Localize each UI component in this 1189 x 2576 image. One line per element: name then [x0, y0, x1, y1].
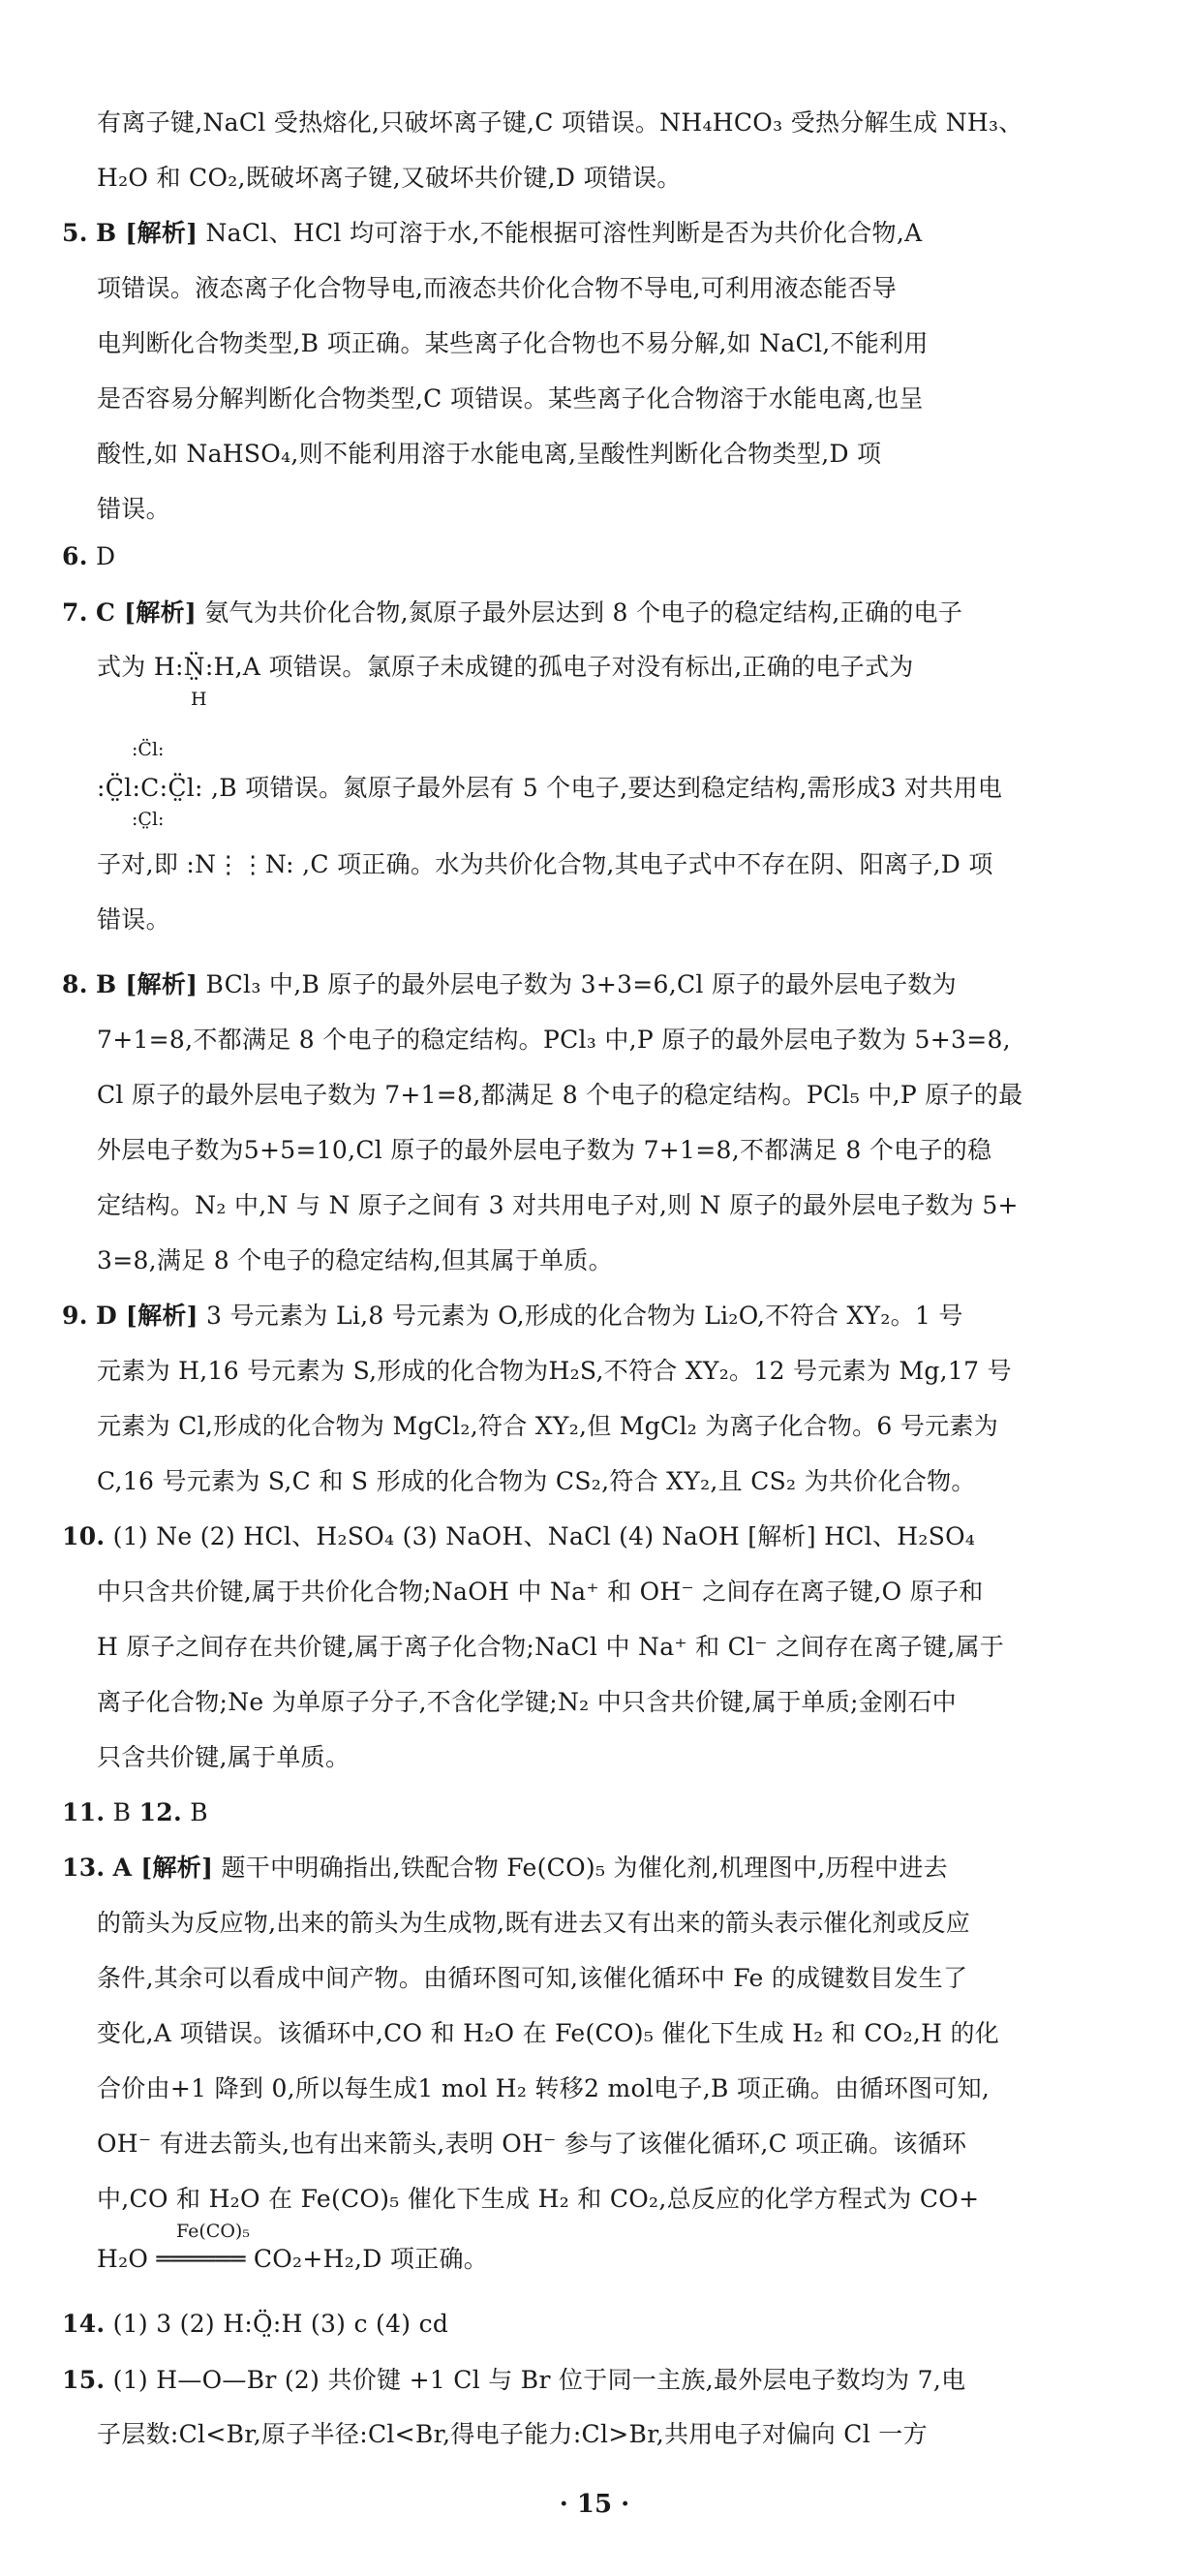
text-line: 错误。 — [97, 495, 170, 523]
text-line: 电判断化合物类型,B 项正确。某些离子化合物也不易分解,如 NaCl,不能利用 — [97, 329, 929, 357]
text-line: 式为 H:N̤̈:H,A 项错误。氯原子未成键的孤电子对没有标出,正确的电子式为 — [97, 653, 914, 681]
electron-formula-part: :C̈l: — [132, 739, 165, 760]
answer-6: 6. D — [62, 542, 116, 570]
text-line: 离子化合物;Ne 为单原子分子,不含化学键;N₂ 中只含共价键,属于单质;金刚石中 — [97, 1688, 957, 1716]
answer-10: 10. (1) Ne (2) HCl、H₂SO₄ (3) NaOH、NaCl (4) NaOH [解析] HCl、H₂SO₄ — [62, 1522, 976, 1550]
text-line: Cl 原子的最外层电子数为 7+1=8,都满足 8 个电子的稳定结构。PCl₅ 中,P 原子的最 — [97, 1081, 1023, 1109]
text-line: 项错误。液态离子化合物导电,而液态共价化合物不导电,可利用液态能否导 — [97, 274, 898, 302]
text-line: 子对,即 :N⋮⋮N: ,C 项正确。水为共价化合物,其电子式中不存在阴、阳离子,D 项 — [97, 850, 993, 878]
text-line: C,16 号元素为 S,C 和 S 形成的化合物为 CS₂,符合 XY₂,且 CS₂ 为共价化合物。 — [97, 1467, 976, 1495]
text-line: 条件,其余可以看成中间产物。由循环图可知,该催化循环中 Fe 的成键数目发生了 — [97, 1964, 968, 1992]
answer-5: 5. B [解析] NaCl、HCl 均可溶于水,不能根据可溶性判断是否为共价化合物,A — [62, 219, 923, 247]
electron-formula-part: :C̤l: — [132, 809, 165, 830]
text-line: H₂O 和 CO₂,既破坏离子键,又破坏共价键,D 项错误。 — [97, 164, 682, 192]
text-line: 7+1=8,不都满足 8 个电子的稳定结构。PCl₃ 中,P 原子的最外层电子数为 5+3=8, — [97, 1026, 1011, 1054]
text-line: 的箭头为反应物,出来的箭头为生成物,既有进去又有出来的箭头表示催化剂或反应 — [97, 1909, 970, 1937]
answer-11-12: 11. B 12. B — [62, 1798, 208, 1826]
answer-8: 8. B [解析] BCl₃ 中,B 原子的最外层电子数为 3+3=6,Cl 原子的最外层电子数为 — [62, 970, 957, 998]
answer-15: 15. (1) H—O—Br (2) 共价键 +1 Cl 与 Br 位于同一主族,最外层电子数均为 7,电 — [62, 2366, 966, 2394]
text-line: 定结构。N₂ 中,N 与 N 原子之间有 3 对共用电子对,则 N 原子的最外层电子数为 5+ — [97, 1191, 1019, 1219]
text-line: 外层电子数为5+5=10,Cl 原子的最外层电子数为 7+1=8,不都满足 8 个电子的稳 — [97, 1136, 992, 1164]
text-line: OH⁻ 有进去箭头,也有出来箭头,表明 OH⁻ 参与了该催化循环,C 项正确。该循环 — [97, 2130, 967, 2158]
text-line: 中,CO 和 H₂O 在 Fe(CO)₅ 催化下生成 H₂ 和 CO₂,总反应的化学方程式为 CO+ — [97, 2185, 980, 2213]
text-line: 酸性,如 NaHSO₄,则不能利用溶于水能电离,呈酸性判断化合物类型,D 项 — [97, 440, 882, 468]
text-line: 中只含共价键,属于共价化合物;NaOH 中 Na⁺ 和 OH⁻ 之间存在离子键,O 原子和 — [97, 1578, 984, 1606]
text-line: H 原子之间存在共价键,属于离子化合物;NaCl 中 Na⁺ 和 Cl⁻ 之间存在离子键,属于 — [97, 1633, 1005, 1661]
text-line: 有离子键,NaCl 受热熔化,只破坏离子键,C 项错误。NH₄HCO₃ 受热分解生成 NH₃、 — [97, 108, 1023, 137]
electron-formula-part: H — [191, 689, 207, 710]
answer-13: 13. A [解析] 题干中明确指出,铁配合物 Fe(CO)₅ 为催化剂,机理图中,历程中进去 — [62, 1854, 948, 1882]
text-line: 3=8,满足 8 个电子的稳定结构,但其属于单质。 — [97, 1246, 613, 1274]
text-line: 是否容易分解判断化合物类型,C 项错误。某些离子化合物溶于水能电离,也呈 — [97, 384, 924, 413]
text-line: 元素为 H,16 号元素为 S,形成的化合物为H₂S,不符合 XY₂。12 号元素为 Mg,17 号 — [97, 1357, 1012, 1385]
page-number: · 15 · — [559, 2490, 630, 2519]
reaction-equation: H₂O ══════ CO₂+H₂,D 项正确。 — [97, 2245, 489, 2273]
text-line: 错误。 — [97, 905, 170, 934]
text-line: 只含共价键,属于单质。 — [97, 1743, 351, 1771]
text-line: 子层数:Cl<Br,原子半径:Cl<Br,得电子能力:Cl>Br,共用电子对偏向 Cl 一方 — [97, 2420, 928, 2448]
answer-9: 9. D [解析] 3 号元素为 Li,8 号元素为 O,形成的化合物为 Li₂O,不符合 XY₂。1 号 — [62, 1302, 963, 1330]
text-line: 元素为 Cl,形成的化合物为 MgCl₂,符合 XY₂,但 MgCl₂ 为离子化合物。6 号元素为 — [97, 1412, 999, 1440]
answer-14: 14. (1) 3 (2) H:Ö̤:H (3) c (4) cd — [62, 2310, 449, 2338]
text-line: :C̤̈l:C:C̤̈l: ,B 项错误。氮原子最外层有 5 个电子,要达到稳定结构,需形成3 对共用电 — [97, 774, 1003, 802]
text-line: 变化,A 项错误。该循环中,CO 和 H₂O 在 Fe(CO)₅ 催化下生成 H₂ 和 CO₂,H 的化 — [97, 2019, 1000, 2047]
reaction-catalyst-label: Fe(CO)₅ — [176, 2221, 250, 2242]
text-line: 合价由+1 降到 0,所以每生成1 mol H₂ 转移2 mol电子,B 项正确。由循环图可知, — [97, 2074, 991, 2102]
answer-7: 7. C [解析] 氨气为共价化合物,氮原子最外层达到 8 个电子的稳定结构,正确的电子 — [62, 598, 963, 627]
